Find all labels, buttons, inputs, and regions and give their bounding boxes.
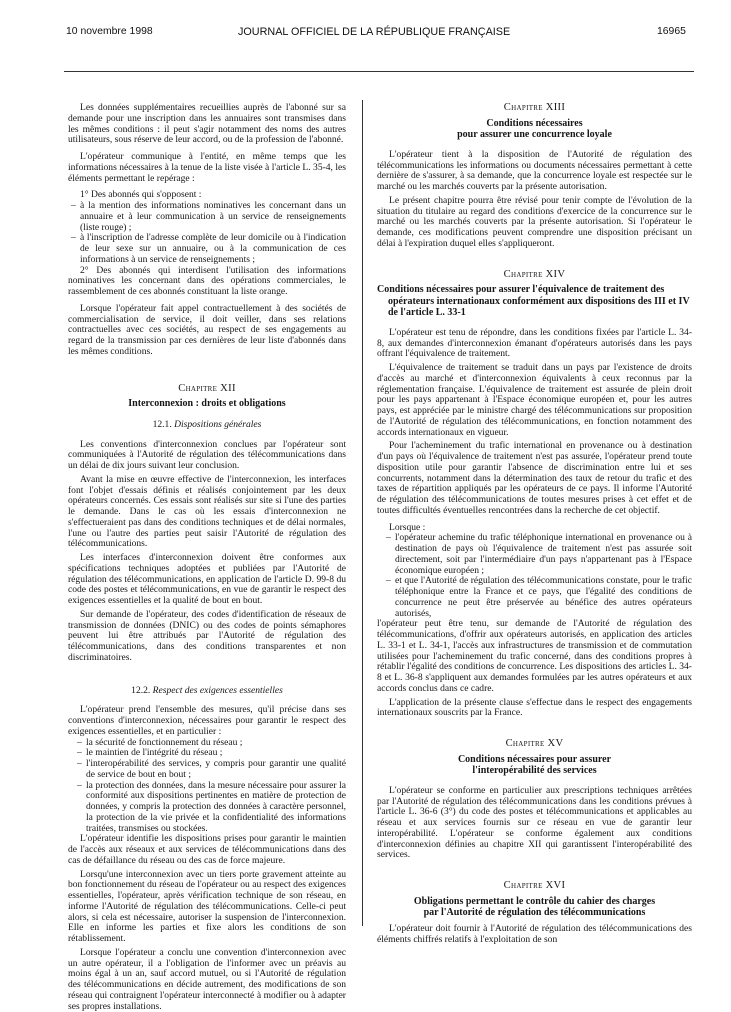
chapter-title-line: l'interopérabilité des services — [472, 765, 597, 777]
chapter-title-line: Conditions nécessaires pour assurer — [457, 753, 612, 765]
chapter-title — [377, 118, 692, 141]
list-item: – le maintien de l'intégrité du réseau ; — [68, 748, 346, 759]
chapter-label: Chapitre XVI — [503, 880, 566, 891]
paragraph: 1° Des abonnés qui s'opposent : — [80, 189, 202, 201]
paragraph: Les interfaces d'interconnexion doivent être conformes aux spécifications techniques adoptées et publiées par l'Autorité de régulation des télécommunications, en application de l'article D. 99-8 du code des postes et télécommunications, en vue de garantir le respect des exigences essentielles et la qualité de bout en bout. — [68, 552, 346, 606]
list-item: – et que l'Autorité de régulation des télécommunications constate, pour le trafic téléphonique entre la France et ce pays, que l'égalité des conditions de concurrence ne peut être préservée au bénéfice des autres opérateurs autorisés, — [377, 576, 692, 619]
list-item: – l'interopérabilité des services, y compris pour garantir une qualité de service de bout en bout ; — [68, 759, 346, 781]
chapter-label: Chapitre XV — [505, 738, 564, 749]
paragraph: Lorsque l'opérateur a conclu une convention d'interconnexion avec un autre opérateur, il a l'obligation de l'informer avec un préavis au moins égal à un an, sauf accord mutuel, ou si l'Autorité de régulation des télécommunications en décide autrement, des modifications de son réseau qui contraignent l'opérateur interconnecté à modifier ou à adapter ses propres installations. — [68, 946, 346, 1012]
chapter-label: Chapitre XII — [178, 382, 236, 394]
paragraph: Avant la mise en œuvre effective de l'interconnexion, les interfaces font l'objet d'essais définis et réalisés conjointement par les deux opérateurs concernés. Ces essais sont réalisés sur site si l'une des parties le demande. Dans le cas où les essais d'interconnexion ne s'effectueraient pas dans des conditions techniques et de délai normales, l'une ou l'autre des parties peut saisir l'Autorité de régulation des télécommunications. — [68, 473, 346, 550]
page-number: 16965 — [657, 26, 686, 37]
paragraph: Le présent chapitre pourra être révisé pour tenir compte de l'évolution de la situation du titulaire au regard des conditions d'exercice de la concurrence sur le marché ou les marchés couverts par la présente autorisation. Si l'opérateur le demande, ces modifications peuvent comprendre une disposition précisant un délai à l'expiration duquel elles s'appliqueront. — [377, 194, 692, 249]
left-column — [68, 103, 346, 1012]
paragraph: l'opérateur peut être tenu, sur demande de l'Autorité de régulation des télécommunications, d'offrir aux opérateurs autorisés, en application des articles L. 33-1 et L. 34-1, l'accès aux infrastructures de transmission et de commutation utilisées pour l'acheminement du trafic concerné, dans des conditions propres à rétablir l'égalité des conditions de concurrence. Les dispositions des articles L. 34-8 et L. 36-8 s'appliquent aux demandes formulées par les autres opérateurs et aux accords conclus dans ce cadre. — [377, 618, 692, 694]
chapter-title: Conditions nécessaires pour assurer l'équivalence de traitement des opérateurs internationaux conformément aux dispositions des III et IV de l'article L. 33-1 — [377, 284, 690, 319]
paragraph: Pour l'acheminement du trafic international en provenance ou à destination d'un pays où l'équivalence de traitement n'est pas assurée, l'opérateur prend toute disposition utile pour garantir l'absence de discrimination entre lui et ses concurrents, notamment dans la détermination des taux de retour du trafic et des taxes de répartition appliqués par les opérateurs de ce pays. Il informe l'Autorité de régulation des télécommunications de toutes mesures prises à cet effet et de toutes difficultés éventuelles rencontrées dans la recherche de cet objectif. — [377, 440, 692, 516]
opposition-list — [68, 201, 346, 266]
paragraph: Lorsque l'opérateur fait appel contractuellement à des sociétés de commercialisation de service, il doit veiller, dans ses relations contractuelles avec ces sociétés, au respect de ses engagements au regard de la transmission par ces dernières de leur liste d'abonnés dans les mêmes conditions. — [68, 302, 346, 357]
paragraph: L'opérateur tient à la disposition de l'Autorité de régulation des télécommunications les informations ou documents nécessaires permettant à cette dernière de s'assurer, à sa demande, que la concurrence loyale est respectée sur le marché ou les marchés couverts par la présente autorisation. — [377, 148, 692, 192]
chapter-label: Chapitre XIV — [503, 268, 566, 280]
paragraph: Lorsque : — [389, 521, 426, 533]
paragraph: L'opérateur doit fournir à l'Autorité de régulation des télécommunications des éléments chiffrés relatifs à l'exploitation de son — [377, 922, 692, 945]
paragraph: L'opérateur communique à l'entité, en même temps que les informations nécessaires à la tenue de la liste visée à l'article L. 35-4, les éléments permettant le repérage : — [68, 151, 346, 184]
right-column — [377, 103, 692, 945]
section-title: Dispositions générales — [174, 418, 262, 430]
section-number: 12.2. — [131, 684, 151, 696]
paragraph: Sur demande de l'opérateur, des codes d'identification de réseaux de transmission de données (DNIC) ou des codes de points sémaphores peuvent lui être attribués par l'Autorité de régulation des télécommunications, dans des conditions transparentes et non discriminatoires. — [68, 608, 346, 663]
conditions-list — [377, 533, 692, 619]
paragraph: L'opérateur prend l'ensemble des mesures, qu'il précise dans ses conventions d'interconnexion, nécessaires pour garantir le respect des exigences essentielles, et en particulier : — [68, 704, 346, 737]
paragraph: Lorsqu'une interconnexion avec un tiers porte gravement atteinte au bon fonctionnement du réseau de l'opérateur ou au respect des exigences essentielles, l'opérateur, après vérification technique de son réseau, en informe l'Autorité de régulation des télécommunications. Celle-ci peut alors, si cela est nécessaire, autoriser la suspension de l'interconnexion. Elle en informe les parties et fixe alors les conditions de son rétablissement. — [68, 868, 346, 944]
publication-date: 10 novembre 1998 — [66, 26, 153, 37]
paragraph: Les données supplémentaires recueillies auprès de l'abonné sur sa demande pour une inscription dans les annuaires sont transmises dans les mêmes conditions : il peut s'agir notamment des noms des autres utilisateurs, sous réserve de leur accord, ou de la profession de l'abonné. — [68, 102, 346, 146]
paragraph: L'opérateur identifie les dispositions prises pour garantir le maintien de l'accès aux réseaux et aux services de télécommunications dans des cas de défaillance du réseau ou des cas de force majeure. — [68, 833, 346, 866]
chapter-title — [377, 754, 692, 777]
chapter-title-line: par l'Autorité de régulation des télécommunications — [423, 907, 646, 919]
chapter-title — [377, 896, 692, 919]
chapter-title: Interconnexion : droits et obligations — [128, 398, 286, 410]
paragraph: 2° Des abonnés qui interdisent l'utilisation des informations nominatives les concernant dans des opérations commerciales, le rassemblement de ces abonnés constituant la liste orange. — [68, 264, 346, 297]
paragraph: L'opérateur est tenu de répondre, dans les conditions fixées par l'article L. 34-8, aux demandes d'interconnexion émanant d'opérateurs autorisés dans les pays offrant l'équivalence de traitement. — [377, 326, 692, 360]
chapter-title-line: Obligations permettant le contrôle du cahier des charges — [413, 895, 656, 907]
chapter-title-line: Conditions nécessaires — [486, 117, 583, 129]
paragraph: L'opérateur se conforme en particulier aux prescriptions techniques arrêtées par l'Autorité de régulation des télécommunications dans les conditions prévues à l'article L. 36-6 (3°) du code des postes et télécommunications et applicables au réseau et aux services fournis sur ce réseau en vue de garantir leur interopérabilité. L'opérateur se conforme également aux conditions d'interconnexion définies au chapitre XII qui garantissent l'interopérabilité des services. — [377, 784, 692, 861]
list-item: – à l'inscription de l'adresse complète de leur domicile ou à l'indication de leur sexe sur un annuaire, ou à la communication de ces informations à un service de renseignements ; — [68, 233, 346, 265]
list-item: – à la mention des informations nominatives les concernant dans un annuaire et à leur communication à un service de renseignements (liste rouge) ; — [68, 201, 346, 233]
paragraph: L'application de la présente clause s'effectue dans le respect des engagements internationaux souscrits par la France. — [377, 696, 692, 719]
section-heading — [68, 420, 346, 431]
header-divider — [64, 71, 694, 72]
section-heading — [68, 686, 346, 697]
chapter-label: Chapitre XIII — [503, 102, 566, 113]
journal-title: JOURNAL OFFICIEL DE LA RÉPUBLIQUE FRANÇAISE — [238, 26, 511, 38]
section-number: 12.1. — [152, 418, 172, 430]
essential-requirements-list — [68, 738, 346, 835]
list-item: – la sécurité de fonctionnement du réseau ; — [68, 738, 346, 749]
list-item: – la protection des données, dans la mesure nécessaire pour assurer la conformité aux dispositions pertinentes en matière de protection de données, y compris la protection des données à caractère personnel, la protection de la vie privée et la confidentialité des informations traitées, transmises ou stockées. — [68, 781, 346, 835]
list-item: – l'opérateur achemine du trafic téléphonique international en provenance ou à destination de pays où l'équivalence de traitement n'est pas assurée soit directement, soit par l'intermédiaire d'un pays n'appartenant pas à l'Espace économique européen ; — [377, 533, 692, 576]
paragraph: L'équivalence de traitement se traduit dans un pays par l'existence de droits d'accès au marché et d'interconnexion équivalents à ceux reconnus par la réglementation française. L'équivalence de traitement est assurée de plein droit pour les pays appartenant à l'Espace économique européen et, pour les autres pays, est appréciée par le ministre chargé des télécommunications sur proposition de l'Autorité de régulation des télécommunications, en fonction notamment des accords internationaux en vigueur. — [377, 362, 692, 438]
column-divider — [362, 100, 363, 926]
chapter-title-line: pour assurer une concurrence loyale — [457, 129, 612, 141]
paragraph: Les conventions d'interconnexion conclues par l'opérateur sont communiquées à l'Autorité de régulation des télécommunications dans un délai de dix jours suivant leur conclusion. — [68, 438, 346, 471]
section-title: Respect des exigences essentielles — [152, 684, 283, 696]
